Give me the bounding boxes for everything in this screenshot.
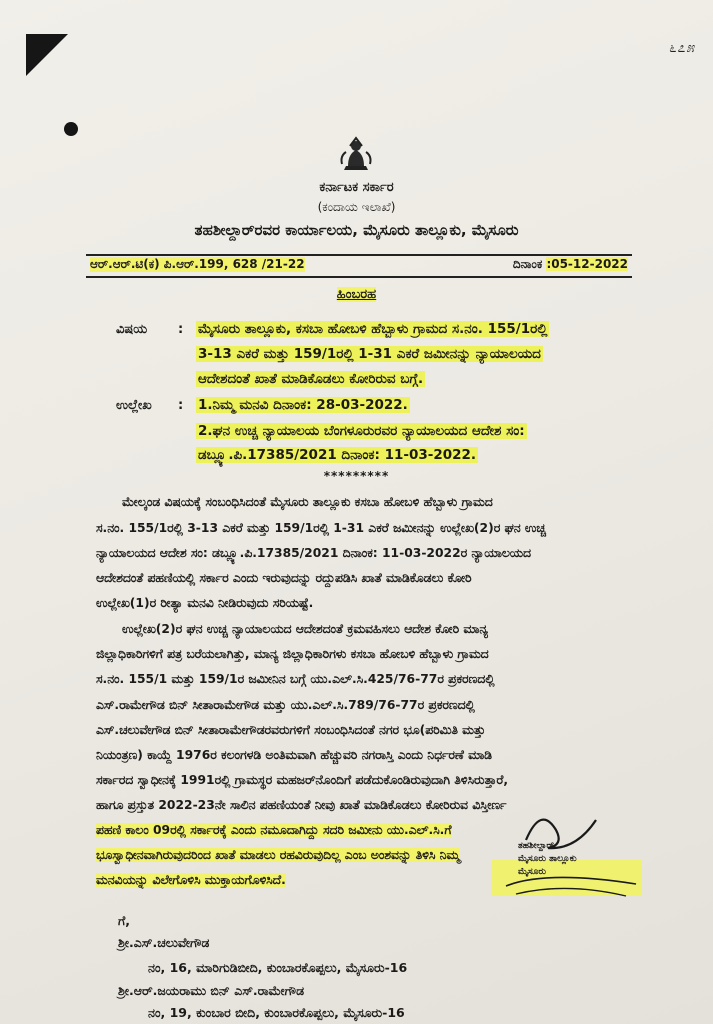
reference-line-3: ಡಬ್ಲ್ಯೂ.ಪಿ.17385/2021 ದಿನಾಂಕ: 11-03-2022. — [198, 447, 477, 463]
body-line: ಮೇಲ್ಕಂಡ ವಿಷಯಕ್ಕೆ ಸಂಬಂಧಿಸಿದಂತೆ ಮೈಸೂರು ತಾಲ್ಲೂಕು ಕಸಬಾ ಹೋಬಳಿ ಹೆಬ್ಬಾಳು ಗ್ರಾಮದ — [122, 495, 493, 509]
body-line-highlight: ಪಹಣಿ ಕಾಲಂ 09ರಲ್ಲಿ ಸರ್ಕಾರಕ್ಕೆ ಎಂದು ನಮೂದಾಗಿದ್ದು ಸದರಿ ಜಮೀನು ಯು.ಎಲ್.ಸಿ.ಗೆ — [96, 823, 452, 837]
reference-line — [196, 447, 478, 463]
body-line: ಉಲ್ಲೇಖ(1)ರ ರೀತ್ಯಾ ಮನವಿ ನೀಡಿರುವುದು ಸರಿಯಷ್ಟೆ. — [96, 596, 314, 610]
subject-line — [196, 371, 425, 387]
body-line — [96, 823, 451, 838]
official-stamp — [518, 840, 577, 879]
reference-number: ಆರ್.ಆರ್.ಟಿ(ಕ) ಪಿ.ಆರ್.199, 628 /21-22 — [90, 257, 305, 271]
office-title: ತಹಶೀಲ್ದಾರ್‌ರವರ ಕಾರ್ಯಾಲಯ, ಮೈಸೂರು ತಾಲ್ಲೂಕು, ಮೈಸೂರು — [194, 221, 519, 239]
recipient-address: ನಂ, 16, ಮಾರಿಗುಡಿಬೀದಿ, ಕುಂಬಾರಕೊಪ್ಪಲು, ಮೈಸೂರು-16 — [148, 960, 408, 975]
body-line: ಜಿಲ್ಲಾಧಿಕಾರಿಗಳಿಗೆ ಪತ್ರ ಬರೆಯಲಾಗಿತ್ತು, ಮಾನ್ಯ ಜಿಲ್ಲಾಧಿಕಾರಿಗಳು ಕಸಬಾ ಹೋಬಳಿ ಹೆಬ್ಬಾಳು ಗ್ರಾಮದ — [96, 647, 489, 661]
body-line: ಆದೇಶದಂತೆ ಪಹಣಿಯಲ್ಲಿ ಸರ್ಕಾರ ಎಂದು ಇರುವುದನ್ನು ರದ್ದುಪಡಿಸಿ ಖಾತೆ ಮಾಡಿಕೊಡಲು ಕೋರಿ — [96, 571, 472, 585]
body-line — [96, 848, 460, 863]
body-line: ಉಲ್ಲೇಖ(2)ರ ಘನ ಉಚ್ಚ ನ್ಯಾಯಾಲಯದ ಆದೇಶದಂತೆ ಕ್ರಮವಹಿಸಲು ಆದೇಶ ಕೋರಿ ಮಾನ್ಯ — [122, 622, 488, 636]
body-line — [96, 873, 286, 888]
department-name: (ಕಂದಾಯ ಇಲಾಖೆ) — [317, 200, 396, 214]
recipient-name: ಶ್ರೀ.ಆರ್.ಜಯರಾಮು ಬಿನ್ ಎಸ್.ರಾಮೇಗೌಡ — [118, 983, 305, 998]
body-line: ಎಸ್.ರಾಮೇಗೌಡ ಬಿನ್ ಸೀತಾರಾಮೇಗೌಡ ಮತ್ತು ಯು.ಎಲ್.ಸಿ.789/76-77ರ ಪ್ರಕರಣದಲ್ಲಿ — [96, 698, 475, 712]
stamp-line: ಮೈಸೂರು ತಾಲ್ಲೂಕು — [518, 854, 577, 864]
body-line: ಸರ್ಕಾರದ ಸ್ವಾಧೀನಕ್ಕೆ 1991ರಲ್ಲಿ ಗ್ರಾಮಸ್ಥರ ಮಹಜರ್‌ನೊಂದಿಗೆ ಪಡೆದುಕೊಂಡಿರುವುದಾಗಿ ತಿಳಿಸಿರುತ್ತಾರೆ, — [96, 773, 509, 787]
recipient-name: ಶ್ರೀ.ಎಸ್.ಚಲುವೇಗೌಡ — [118, 935, 210, 950]
separator: ********* — [323, 469, 390, 483]
body-line-highlight: ಮನವಿಯನ್ನು ವಿಲೇಗೊಳಿಸಿ ಮುಕ್ತಾಯಗೊಳಿಸಿದೆ. — [96, 873, 286, 887]
subject-line-1: ಮೈಸೂರು ತಾಲ್ಲೂಕು, ಕಸಬಾ ಹೋಬಳಿ ಹೆಬ್ಬಾಳು ಗ್ರಾಮದ ಸ.ನಂ. 155/1ರಲ್ಲಿ — [198, 321, 548, 337]
subject-line-3: ಆದೇಶದಂತೆ ಖಾತೆ ಮಾಡಿಕೊಡಲು ಕೋರಿರುವ ಬಗ್ಗೆ. — [198, 371, 424, 387]
body-line: ಸ.ನಂ. 155/1 ಮತ್ತು 159/1ರ ಜಮೀನಿನ ಬಗ್ಗೆ ಯು.ಎಲ್.ಸಿ.425/76-77ರ ಪ್ರಕರಣದಲ್ಲಿ — [96, 672, 495, 686]
date-label: ದಿನಾಂಕ — [512, 257, 543, 271]
page-number: ೬೭೫ — [668, 40, 695, 56]
recipient-address: ನಂ, 19, ಕುಂಬಾರ ಬೀದಿ, ಕುಂಬಾರಕೊಪ್ಪಲು, ಮೈಸೂರು-16 — [148, 1005, 405, 1020]
reference-line-1: 1.ನಿಮ್ಮ ಮನವಿ ದಿನಾಂಕ: 28-03-2022. — [198, 397, 408, 413]
corner-fold-mark — [26, 34, 68, 76]
body-line: ನ್ಯಾಯಾಲಯದ ಆದೇಶ ಸಂ: ಡಬ್ಲ್ಯೂ.ಪಿ.17385/2021 ದಿನಾಂಕ: 11-03-2022ರ ನ್ಯಾಯಾಲಯದ — [96, 546, 531, 560]
date-value: :05-12-2022 — [546, 257, 628, 271]
stamp-line: ತಹಶೀಲ್ದಾರ್ — [518, 841, 555, 851]
body-line: ಸ.ನಂ. 155/1ರಲ್ಲಿ 3-13 ಎಕರೆ ಮತ್ತು 159/1ರಲ್ಲಿ 1-31 ಎಕರೆ ಜಮೀನನ್ನು ಉಲ್ಲೇಖ(2)ರ ಘನ ಉಚ್ಚ — [96, 521, 546, 535]
issue-date — [513, 257, 628, 272]
subject-label: ವಿಷಯ — [116, 322, 148, 337]
reference-label: ಉಲ್ಲೇಖ — [116, 398, 152, 413]
body-line: ಹಾಗೂ ಪ್ರಸ್ತುತ 2022-23ನೇ ಸಾಲಿನ ಪಹಣಿಯಂತೆ ನೀವು ಖಾತೆ ಮಾಡಿಕೊಡಲು ಕೋರಿರುವ ವಿಸ್ತೀರ್ಣ — [96, 798, 507, 812]
subject-colon: : — [178, 322, 184, 337]
subject-line — [196, 321, 549, 337]
government-name: ಕರ್ನಾಟಕ ಸರ್ಕಾರ — [319, 180, 394, 195]
to-label: ಗೆ, — [118, 913, 131, 928]
body-line: ನಿಯಂತ್ರಣ) ಕಾಯ್ದೆ 1976ರ ಕಲಂಗಳಡಿ ಅಂತಿಮವಾಗಿ ಹೆಚ್ಚುವರಿ ನಗರಾಸ್ತಿ ಎಂದು ನಿರ್ಧರಣೆ ಮಾಡಿ — [96, 748, 492, 762]
reference-line — [196, 397, 410, 413]
body-line: ಎಸ್.ಚಲುವೇಗೌಡ ಬಿನ್ ಸೀತಾರಾಮೇಗೌಡರವರುಗಳಿಗೆ ಸಂಬಂಧಿಸಿದಂತೆ ನಗರ ಭೂ(ಪರಿಮಿತಿ ಮತ್ತು — [96, 723, 486, 737]
reference-line — [196, 423, 527, 439]
punch-hole — [64, 122, 78, 136]
reference-colon: : — [178, 398, 184, 413]
document-title-text: ಹಿಂಬರಹ — [336, 287, 377, 302]
reference-bar — [86, 254, 632, 278]
subject-line-2: 3-13 ಎಕರೆ ಮತ್ತು 159/1ರಲ್ಲಿ 1-31 ಎಕರೆ ಜಮೀನನ್ನು ನ್ಯಾಯಾಲಯದ — [198, 346, 541, 362]
subject-line — [196, 346, 543, 362]
stamp-line: ಮೈಸೂರು — [518, 867, 546, 877]
karnataka-emblem-icon — [336, 136, 376, 176]
body-line-highlight: ಭೂಸ್ವಾಧೀನವಾಗಿರುವುದರಿಂದ ಖಾತೆ ಮಾಡಲು ರಹವಿರುವುದಿಲ್ಲ ಎಂಬ ಅಂಶವನ್ನು ತಿಳಿಸಿ ನಿಮ್ಮ — [96, 848, 460, 862]
reference-line-2: 2.ಘನ ಉಚ್ಚ ನ್ಯಾಯಾಲಯ ಬೆಂಗಳೂರುರವರ ನ್ಯಾಯಾಲಯದ ಆದೇಶ ಸಂ: — [198, 423, 525, 439]
document-title — [0, 287, 713, 302]
